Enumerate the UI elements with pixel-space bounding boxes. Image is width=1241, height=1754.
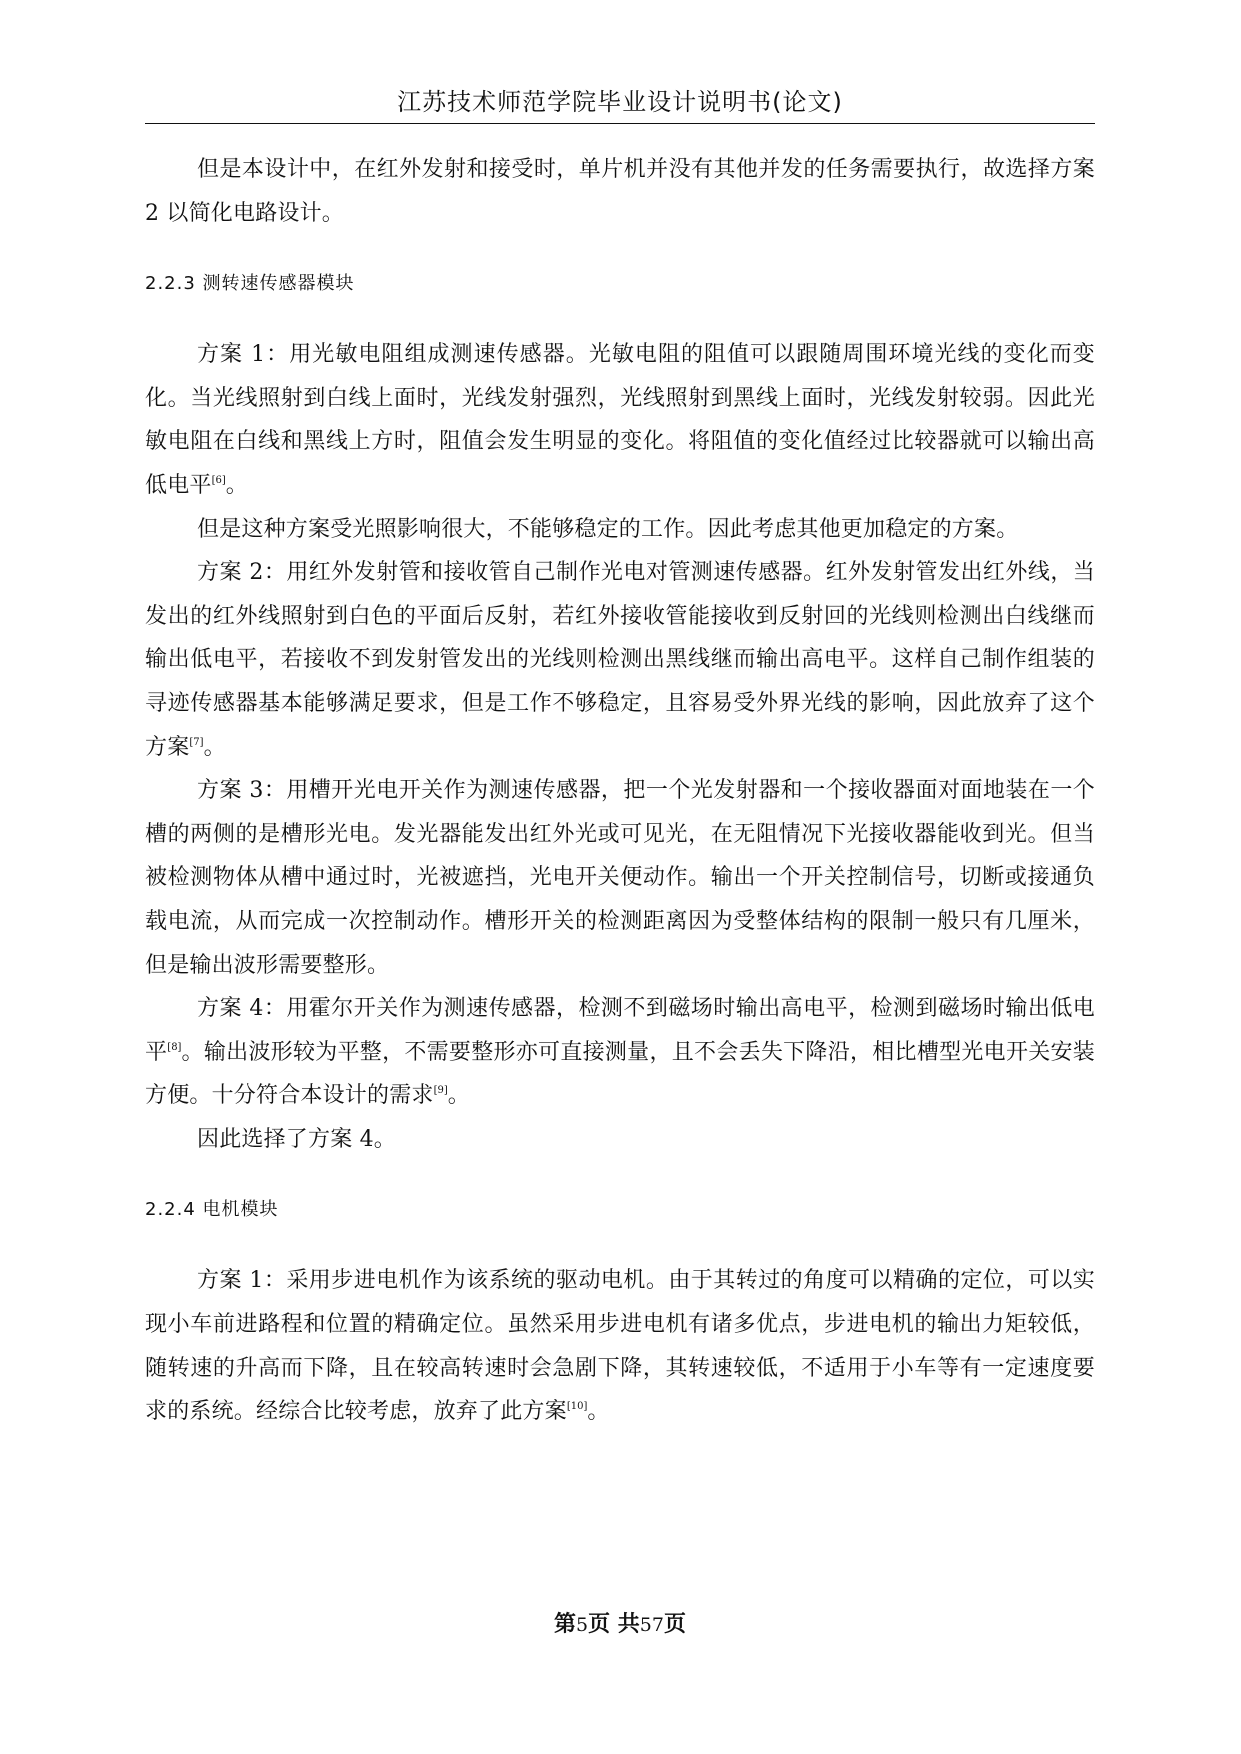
- paragraph-scheme-1-end: 。: [225, 472, 248, 498]
- paragraph-motor-scheme-1-text: 方案 1：采用步进电机作为该系统的驱动电机。由于其转过的角度可以精确的定位，可以实现小车前进路程和位置的精确定位。虽然采用步进电机有诸多优点，步进电机的输出力矩较低，随转速的升高而下降，且在较高转速时会急剧下降，其转速较低，不适用于小车等有一定速度要求的系统。经综合比较考虑，放弃了此方案: [145, 1268, 1095, 1425]
- citation-ref-10: [10]: [566, 1401, 588, 1413]
- paragraph-intro-text: 但是本设计中，在红外发射和接受时，单片机并没有其他并发的任务需要执行，故选择方案 2 以简化电路设计。: [145, 157, 1095, 226]
- paragraph-scheme-1-conclusion: [145, 508, 1095, 552]
- citation-ref-8: [8]: [167, 1041, 182, 1053]
- paragraph-choice: [145, 1118, 1095, 1162]
- paragraph-intro: [145, 148, 1095, 235]
- footer-suffix: 页: [663, 1612, 686, 1637]
- paragraph-motor-scheme-1-end: 。: [587, 1399, 610, 1425]
- document-body: [145, 148, 1095, 1434]
- paragraph-scheme-3-text: 方案 3：用槽开光电开关作为测速传感器，把一个光发射器和一个接收器面对面地装在一个槽的两侧的是槽形光电。发光器能发出红外光或可见光，在无阻情况下光接收器能收到光。但当被检测物体从槽中通过时，光被遮挡，光电开关便动作。输出一个开关控制信号，切断或接通负载电流，从而完成一次控制动作。槽形开关的检测距离因为受整体结构的限制一般只有几厘米，但是输出波形需要整形。: [145, 778, 1095, 978]
- paragraph-motor-scheme-1: [145, 1259, 1095, 1433]
- paragraph-scheme-1-conclusion-text: 但是这种方案受光照影响很大，不能够稳定的工作。因此考虑其他更加稳定的方案。: [197, 516, 1019, 542]
- paragraph-scheme-1: [145, 333, 1095, 507]
- paragraph-scheme-2: [145, 551, 1095, 769]
- paragraph-scheme-2-text: 方案 2：用红外发射管和接收管自己制作光电对管测速传感器。红外发射管发出红外线，当发出的红外线照射到白色的平面后反射，若红外接收管能接收到反射回的光线则检测出白线继而输出低电平，若接收不到发射管发出的光线则检测出黑线继而输出高电平。这样自己制作组装的寻迹传感器基本能够满足要求，但是工作不够稳定，且容易受外界光线的影响，因此放弃了这个方案: [145, 560, 1095, 760]
- paragraph-scheme-3: [145, 769, 1095, 987]
- paragraph-scheme-1-text: 方案 1：用光敏电阻组成测速传感器。光敏电阻的阻值可以跟随周围环境光线的变化而变化。当光线照射到白线上面时，光线发射强烈，光线照射到黑线上面时，光线发射较弱。因此光敏电阻在白线和黑线上方时，阻值会发生明显的变化。将阻值的变化值经过比较器就可以输出高低电平: [145, 342, 1095, 498]
- paragraph-scheme-4-end: 。: [447, 1083, 470, 1109]
- paragraph-scheme-4: [145, 987, 1095, 1118]
- header-rule: [145, 123, 1095, 124]
- footer-mid: 页 共: [588, 1612, 640, 1637]
- paragraph-scheme-2-end: 。: [203, 734, 226, 760]
- citation-ref-7: [7]: [189, 736, 204, 748]
- footer-prefix: 第: [554, 1612, 577, 1637]
- citation-ref-9: [9]: [433, 1085, 448, 1097]
- paragraph-scheme-4-text-a: 方案 4：用霍尔开关作为测速传感器，检测不到磁场时输出高电平，检测到磁场时输出低电平: [145, 996, 1095, 1065]
- page-footer: [145, 1610, 1095, 1640]
- citation-ref-6: [6]: [211, 474, 226, 486]
- footer-total-pages: 57: [639, 1614, 664, 1636]
- section-heading-2-2-4: 2.2.4 电机模块: [145, 1199, 279, 1221]
- page-header-title: 江苏技术师范学院毕业设计说明书(论文): [397, 88, 843, 116]
- section-heading-2-2-3: 2.2.3 测转速传感器模块: [145, 273, 355, 295]
- footer-page-number: 5: [576, 1614, 589, 1636]
- paragraph-scheme-4-text-b: 。输出波形较为平整，不需要整形亦可直接测量，且不会丢失下降沿，相比槽型光电开关安装方便。十分符合本设计的需求: [145, 1039, 1096, 1109]
- paragraph-choice-text: 因此选择了方案 4。: [197, 1126, 396, 1152]
